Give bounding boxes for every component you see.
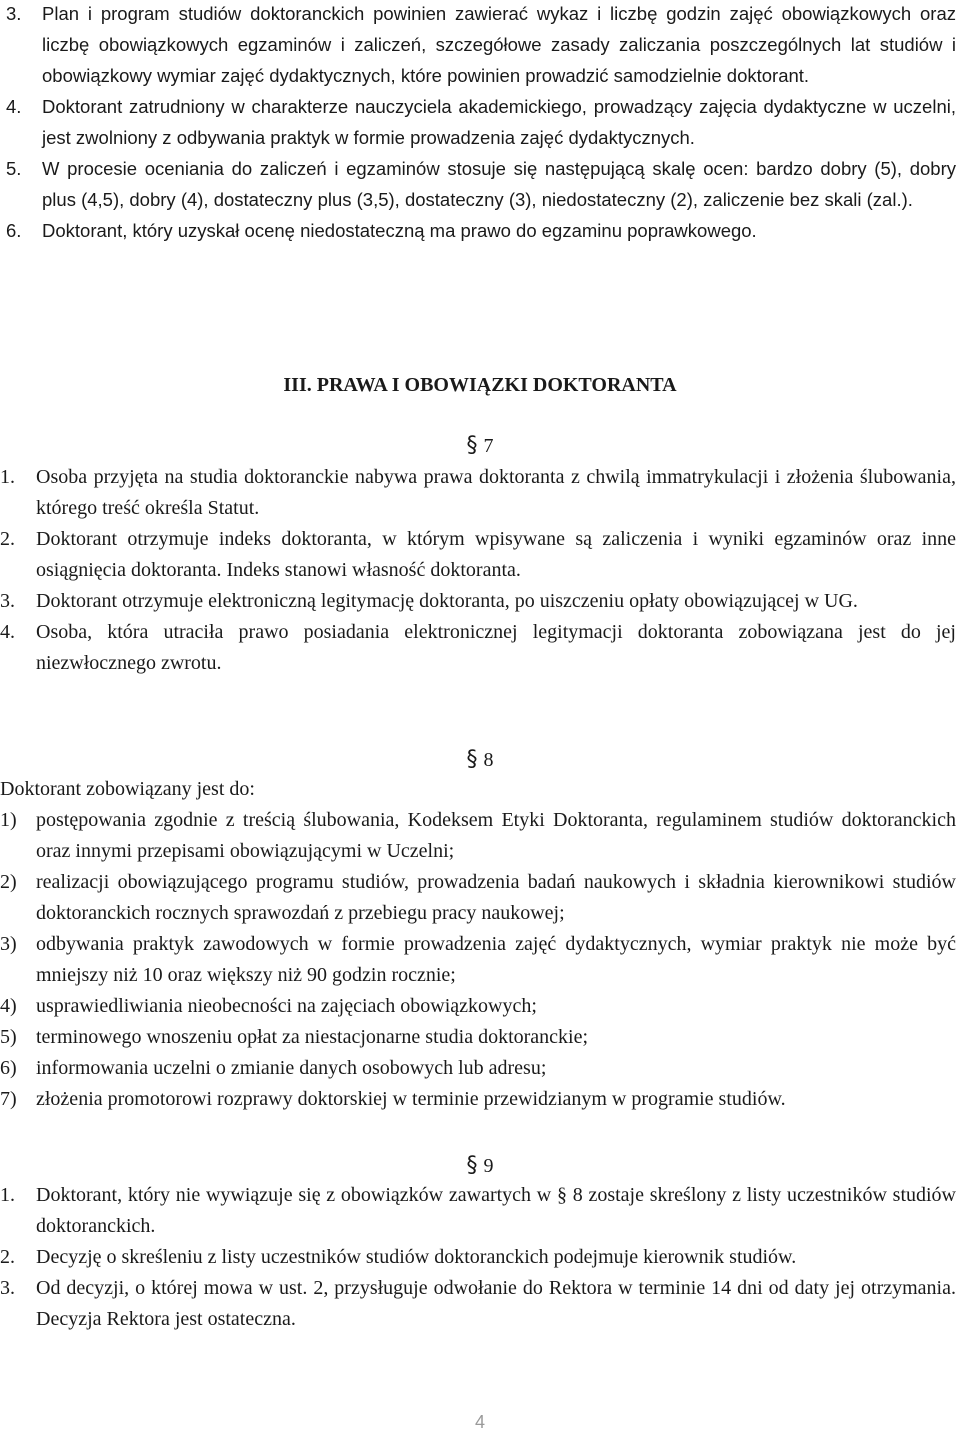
list-item	[0, 1084, 956, 1115]
item-number: 5)	[0, 1026, 17, 1048]
paragraph-7-list	[0, 462, 956, 679]
item-number: 2)	[0, 871, 17, 893]
list-item	[0, 1273, 956, 1335]
item-text: Osoba, która utraciła prawo posiadania elektronicznej legitymacji doktoranta zobowiązana jest do jej niezwłocznego zwrotu.	[36, 621, 956, 674]
item-number: 3)	[0, 933, 17, 955]
item-text: Decyzję o skreśleniu z listy uczestników studiów doktoranckich podejmuje kierownik studiów.	[36, 1246, 797, 1268]
item-text: odbywania praktyk zawodowych w formie prowadzenia zajęć dydaktycznych, wymiar praktyk nie może być mniejszy niż 10 oraz większy niż 90 godzin rocznie;	[36, 933, 956, 986]
paragraph-number: 7	[483, 435, 494, 457]
item-text: Osoba przyjęta na studia doktoranckie nabywa prawa doktoranta z chwilą immatrykulacji i złożenia ślubowania, którego treść określa Statut.	[36, 466, 956, 519]
list-item	[6, 153, 956, 215]
item-text: W procesie oceniania do zaliczeń i egzaminów stosuje się następującą skalę ocen: bardzo dobry (5), dobry plus (4,5), dobry (4), dostateczny plus (3,5), dostateczny (3), niedostateczny (2), zaliczenie bez skali (zal.).	[42, 158, 956, 210]
list-item	[0, 462, 956, 524]
list-item	[6, 91, 956, 153]
section-sign-icon: §	[466, 747, 478, 772]
item-number: 3.	[0, 1277, 15, 1299]
item-text: postępowania zgodnie z treścią ślubowania, Kodeksem Etyki Doktoranta, regulaminem studiów doktoranckich oraz innymi przepisami obowiązującymi w Uczelni;	[36, 809, 956, 862]
list-item	[0, 867, 956, 929]
paragraph-8-mark	[0, 744, 960, 776]
paragraph-7-mark	[0, 430, 960, 462]
item-text: realizacji obowiązującego programu studiów, prowadzenia badań naukowych i składnia kierownikowi studiów doktoranckich rocznych sprawozdań z przebiegu pracy naukowej;	[36, 871, 956, 924]
item-number: 5.	[6, 158, 22, 179]
list-item	[0, 617, 956, 679]
paragraph-8-intro: Doktorant zobowiązany jest do:	[0, 778, 255, 800]
paragraph-number: 8	[483, 749, 494, 771]
page-number: 4	[474, 1412, 485, 1432]
item-number: 2.	[0, 1246, 15, 1268]
item-text: Doktorant otrzymuje elektroniczną legitymację doktoranta, po uiszczeniu opłaty obowiązującej w UG.	[36, 590, 858, 612]
item-number: 1.	[0, 466, 15, 488]
item-number: 7)	[0, 1088, 17, 1110]
item-text: złożenia promotorowi rozprawy doktorskiej w terminie przewidzianym w programie studiów.	[36, 1088, 786, 1110]
list-item	[0, 991, 956, 1022]
item-number: 6.	[6, 220, 22, 241]
item-text: usprawiedliwiania nieobecności na zajęciach obowiązkowych;	[36, 995, 537, 1017]
paragraph-8-list	[0, 805, 956, 1115]
item-text: informowania uczelni o zmianie danych osobowych lub adresu;	[36, 1057, 547, 1079]
section-sign-icon: §	[466, 1153, 478, 1178]
item-text: Doktorant otrzymuje indeks doktoranta, w którym wpisywane są zaliczenia i wyniki egzaminów oraz inne osiągnięcia doktoranta. Indeks stanowi własność doktoranta.	[36, 528, 956, 581]
list-item	[6, 0, 956, 91]
list-item	[0, 586, 956, 617]
item-number: 3.	[0, 590, 15, 612]
list-item	[0, 929, 956, 991]
list-item	[0, 1242, 956, 1273]
item-text: terminowego wnoszeniu opłat za niestacjonarne studia doktoranckie;	[36, 1026, 589, 1048]
section-heading: III. PRAWA I OBOWIĄZKI DOKTORANTA	[283, 374, 677, 396]
item-text: Plan i program studiów doktoranckich powinien zawierać wykaz i liczbę godzin zajęć obowiązkowych oraz liczbę obowiązkowych egzaminów i zaliczeń, szczegółowe zasady zaliczania poszczególnych lat studiów i obowiązkowy wymiar zajęć dydaktycznych, które powinien prowadzić samodzielnie doktorant.	[42, 3, 956, 86]
item-text: Doktorant, który uzyskał ocenę niedostateczną ma prawo do egzaminu poprawkowego.	[42, 220, 757, 241]
item-number: 3.	[6, 3, 22, 24]
item-number: 1)	[0, 809, 17, 831]
item-number: 4.	[0, 621, 15, 643]
list-item	[0, 805, 956, 867]
paragraph-number: 9	[483, 1155, 494, 1177]
top-list	[6, 0, 956, 246]
list-item	[6, 215, 956, 246]
list-item	[0, 1180, 956, 1242]
list-item	[0, 1022, 956, 1053]
item-number: 1.	[0, 1184, 15, 1206]
list-item	[0, 524, 956, 586]
paragraph-9-list	[0, 1180, 956, 1335]
item-number: 4)	[0, 995, 17, 1017]
item-text: Od decyzji, o której mowa w ust. 2, przysługuje odwołanie do Rektora w terminie 14 dni od daty jej otrzymania. Decyzja Rektora jest ostateczna.	[36, 1277, 956, 1330]
item-number: 2.	[0, 528, 15, 550]
paragraph-9-mark	[0, 1150, 960, 1182]
item-text: Doktorant, który nie wywiązuje się z obowiązków zawartych w § 8 zostaje skreślony z listy uczestników studiów doktoranckich.	[36, 1184, 956, 1237]
list-item	[0, 1053, 956, 1084]
item-number: 4.	[6, 96, 22, 117]
section-sign-icon: §	[466, 433, 478, 458]
item-number: 6)	[0, 1057, 17, 1079]
item-text: Doktorant zatrudniony w charakterze nauczyciela akademickiego, prowadzący zajęcia dydaktyczne w uczelni, jest zwolniony z odbywania praktyk w formie prowadzenia zajęć dydaktycznych.	[42, 96, 956, 148]
